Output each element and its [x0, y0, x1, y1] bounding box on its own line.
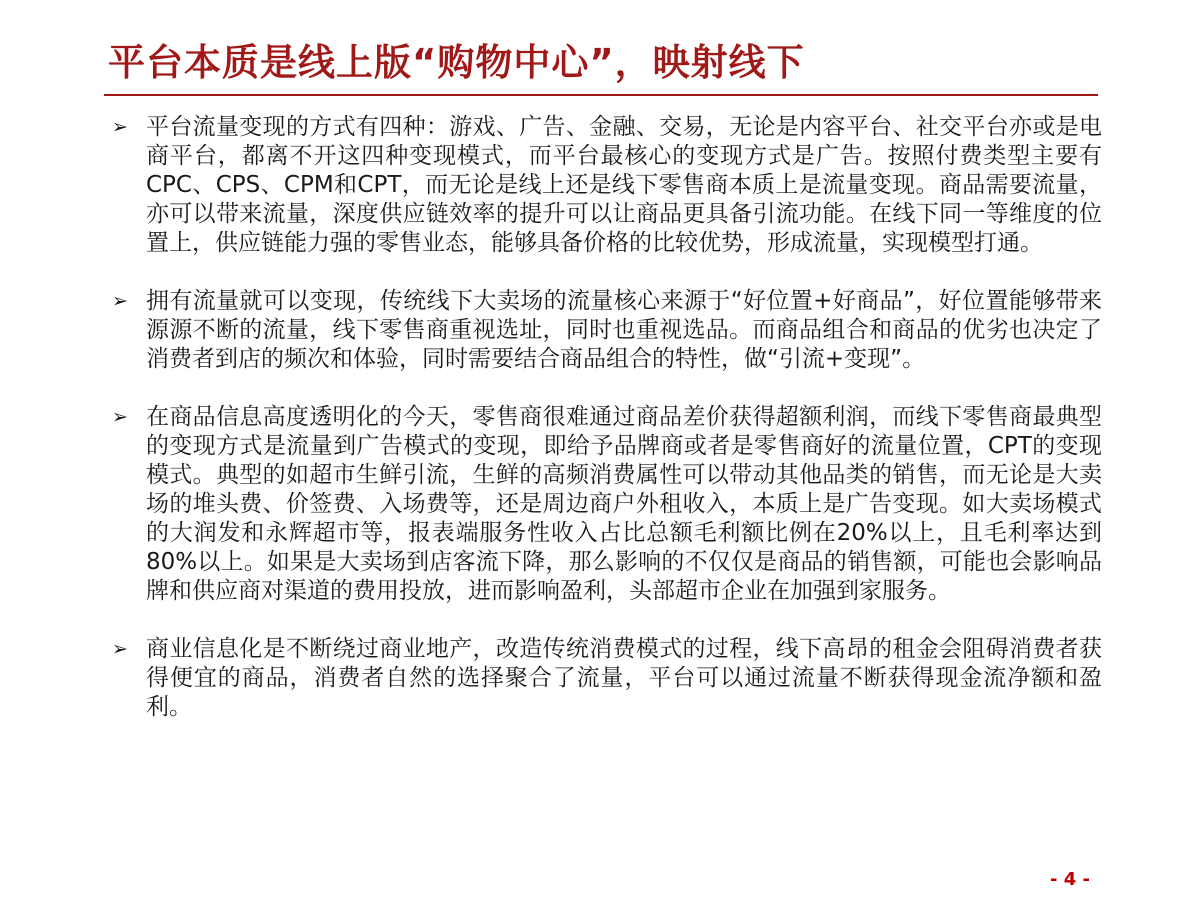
- bullet-text: 拥有流量就可以变现，传统线下大卖场的流量核心来源于“好位置+好商品”，好位置能够带来源源不断的流量，线下零售商重视选址，同时也重视选品。而商品组合和商品的优劣也决定了消费者到店的频次和体验，同时需要结合商品组合的特性，做“引流+变现”。: [146, 288, 1102, 372]
- bullet-item: [112, 113, 1102, 258]
- arrow-bullet-icon: ➢: [112, 290, 128, 312]
- slide-title: 平台本质是线上版“购物中心”，映射线下: [108, 41, 805, 84]
- page-number: - 4 -: [1050, 869, 1090, 890]
- bullet-text: 商业信息化是不断绕过商业地产，改造传统消费模式的过程，线下高昂的租金会阻碍消费者获得便宜的商品，消费者自然的选择聚合了流量，平台可以通过流量不断获得现金流净额和盈利。: [146, 636, 1102, 720]
- bullet-text: 在商品信息高度透明化的今天，零售商很难通过商品差价获得超额利润，而线下零售商最典型的变现方式是流量到广告模式的变现，即给予品牌商或者是零售商好的流量位置，CPT的变现模式。典型的如超市生鲜引流，生鲜的高频消费属性可以带动其他品类的销售，而无论是大卖场的堆头费、价签费、入场费等，还是周边商户外租收入，本质上是广告变现。如大卖场模式的大润发和永辉超市等，报表端服务性收入占比总额毛利额比例在20%以上，且毛利率达到80%以上。如果是大卖场到店客流下降，那么影响的不仅仅是商品的销售额，可能也会影响品牌和供应商对渠道的费用投放，进而影响盈利，头部超市企业在加强到家服务。: [146, 404, 1102, 604]
- bullet-text: 平台流量变现的方式有四种：游戏、广告、金融、交易，无论是内容平台、社交平台亦或是电商平台，都离不开这四种变现模式，而平台最核心的变现方式是广告。按照付费类型主要有CPC、CPS、CPM和CPT，而无论是线上还是线下零售商本质上是流量变现。商品需要流量，亦可以带来流量，深度供应链效率的提升可以让商品更具备引流功能。在线下同一等维度的位置上，供应链能力强的零售业态，能够具备价格的比较优势，形成流量，实现模型打通。: [146, 114, 1102, 256]
- arrow-bullet-icon: ➢: [112, 638, 128, 660]
- bullet-item: [112, 635, 1102, 722]
- bullet-item: [112, 287, 1102, 374]
- arrow-bullet-icon: ➢: [112, 116, 128, 138]
- arrow-bullet-icon: ➢: [112, 406, 128, 428]
- title-divider: [104, 94, 1098, 96]
- bullet-list: [112, 113, 1102, 751]
- bullet-item: [112, 403, 1102, 606]
